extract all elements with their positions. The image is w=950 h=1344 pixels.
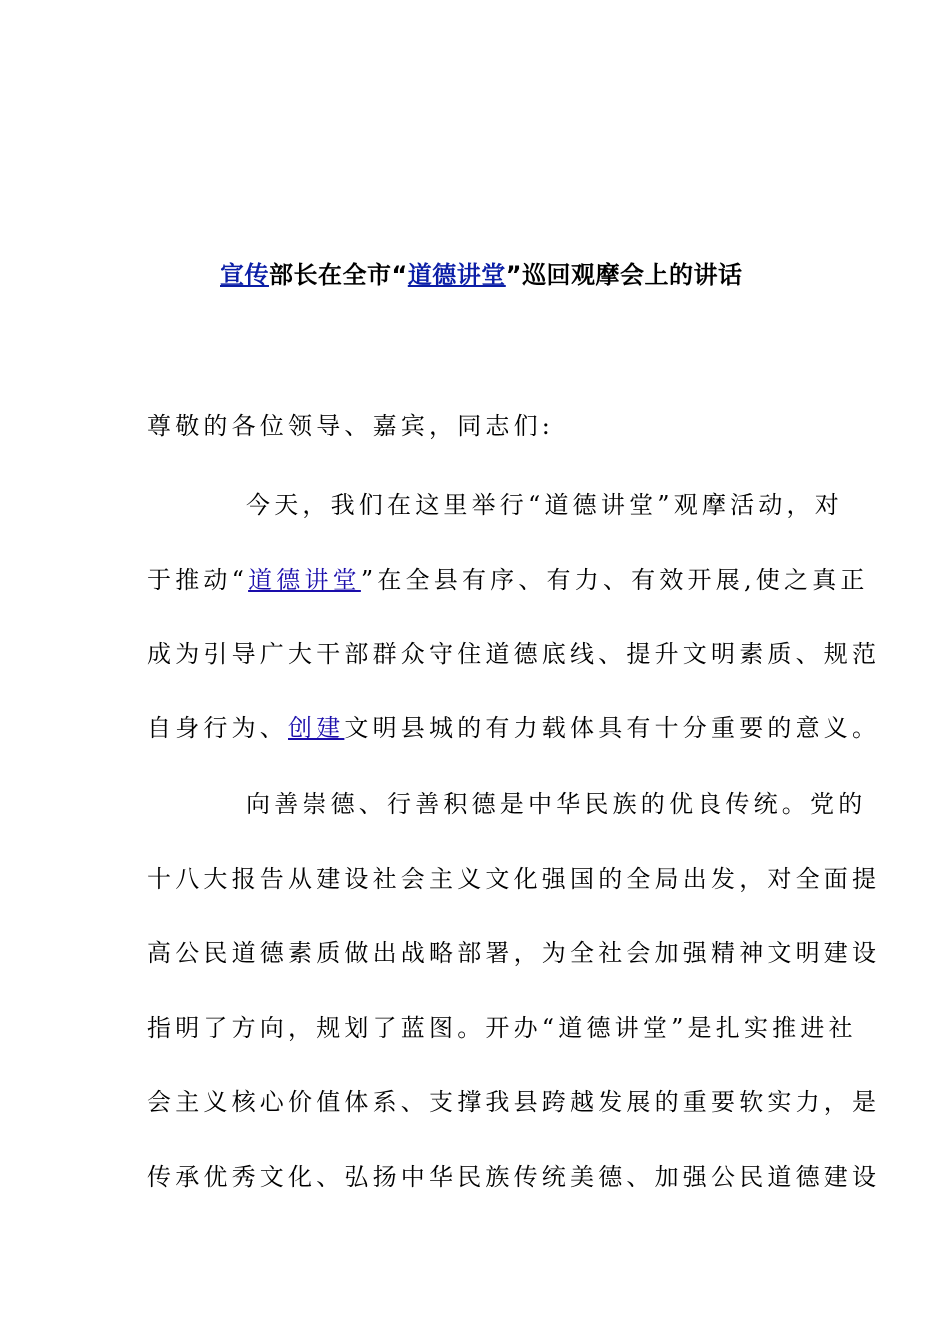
para2-line3: 高公民道德素质做出战略部署，为全社会加强精神文明建设 bbox=[147, 939, 881, 967]
title-quote-close: ” bbox=[505, 261, 523, 289]
para1-line2 bbox=[147, 560, 869, 595]
body-link-daode-jiangtang[interactable]: 道德讲堂 bbox=[248, 566, 361, 594]
para2-line1: 向善崇德、行善积德是中华民族的优良传统。党的 bbox=[246, 790, 867, 818]
title-text: 部长在全市 bbox=[269, 261, 392, 289]
para1-line4-text: 自身行为、 bbox=[147, 714, 288, 742]
para2-line5: 会主义核心价值体系、支撑我县跨越发展的重要软实力，是 bbox=[147, 1088, 881, 1116]
title-quote-open: “ bbox=[391, 261, 408, 289]
para2-line6: 传承优秀文化、弘扬中华民族传统美德、加强公民道德建设 bbox=[147, 1163, 881, 1191]
para1-line4 bbox=[147, 708, 880, 743]
greeting: 尊敬的各位领导、嘉宾，同志们: bbox=[147, 412, 555, 440]
para1-line1: 今天，我们在这里举行“道德讲堂”观摩活动，对 bbox=[246, 491, 843, 519]
para1-line2-text-end: ”在全县有序、有力、有效开展,使之真正 bbox=[360, 566, 869, 594]
title-text-end: 巡回观摩会上的讲话 bbox=[522, 261, 743, 289]
para1-line2-text: 于推动“ bbox=[147, 566, 249, 594]
para2-line4: 指明了方向，规划了蓝图。开办“道德讲堂”是扎实推进社 bbox=[147, 1014, 857, 1042]
document-title bbox=[220, 255, 743, 290]
para1-line4-text-end: 文明县城的有力载体具有十分重要的意义。 bbox=[344, 714, 881, 742]
para1-line3: 成为引导广大干部群众守住道德底线、提升文明素质、规范 bbox=[147, 640, 881, 668]
body-link-chuangjian[interactable]: 创建 bbox=[288, 714, 345, 742]
para2-line2: 十八大报告从建设社会主义文化强国的全局出发，对全面提 bbox=[147, 865, 881, 893]
title-link-daode-jiangtang[interactable]: 道德讲堂 bbox=[407, 261, 506, 289]
title-link-xuanchuan[interactable]: 宣传 bbox=[220, 261, 269, 289]
